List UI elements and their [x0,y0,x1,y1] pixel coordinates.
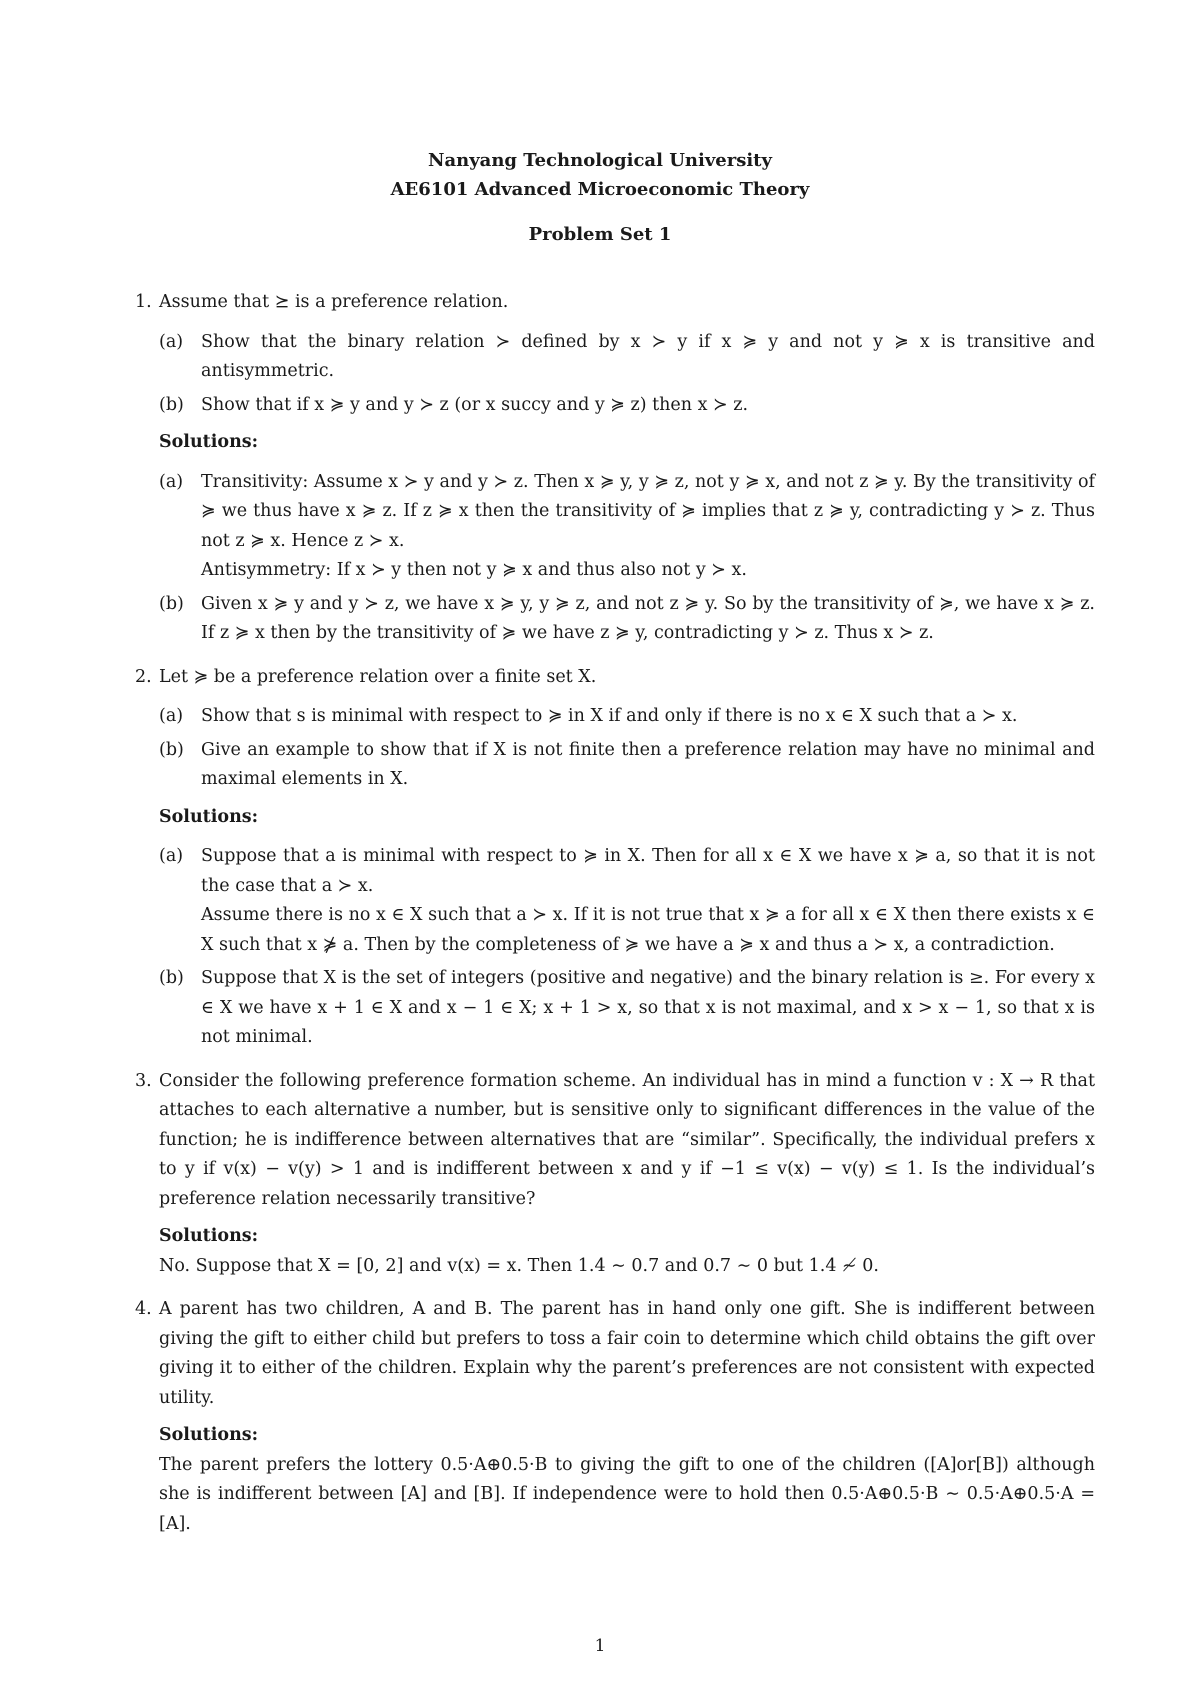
solutions-heading: Solutions: [159,1425,259,1445]
part-label: (a) [159,331,184,352]
solution-text: No. Suppose that X = [0, 2] and v(x) = x. Then 1.4 ∼ 0.7 and 0.7 ∼ 0 but 1.4 ≁ 0. [159,1255,879,1276]
problem-intro: Let ≽ be a preference relation over a finite set X. [159,666,597,687]
part-label: (a) [159,471,184,492]
solution-text: Transitivity: Assume x ≻ y and y ≻ z. Then x ≽ y, y ≽ z, not y ≽ x, and not z ≽ y. By the transitivity of ≽ we thus have x ≽ z. If z ≽ x then the transitivity of ≽ implies that z ≽ y, contradicting y ≻ z. Thus not z ≽ x. Hence z ≻ x. [201,471,1095,551]
solution-part [159,842,1095,960]
solution-text: Suppose that a is minimal with respect to ≽ in X. Then for all x ∈ X we have x ≽ a, so that it is not the case that a ≻ x. [201,846,1095,896]
solution-text: Given x ≽ y and y ≻ z, we have x ≽ y, y ≽ z, and not z ≽ y. So by the transitivity of ≽, we have x ≽ z. If z ≽ x then by the transitivity of ≽ we have z ≽ y, contradicting y ≻ z. Thus x ≻ z. [201,593,1095,643]
part-label: (b) [159,739,184,760]
problem-4 [125,1295,1095,1539]
problem-part [159,736,1095,795]
part-text: Show that if x ≽ y and y ≻ z (or x succy and y ≽ z) then x ≻ z. [201,394,749,415]
problem-part [159,702,1095,732]
part-label: (b) [159,394,184,415]
problem-number: 2. [135,666,152,687]
problem-set-title: Problem Set 1 [528,224,672,245]
part-text: Show that s is minimal with respect to ≽ in X if and only if there is no x ∈ X such that a ≻ x. [201,706,1018,726]
course-title: AE6101 Advanced Microeconomic Theory [390,179,810,200]
problem-parts [159,702,1095,795]
problem-intro: Assume that ⪰ is a preference relation. [159,292,509,312]
problem-part [159,328,1095,387]
part-text: Give an example to show that if X is not finite then a preference relation may have no minimal and maximal elements in X. [201,739,1095,789]
problem-part [159,391,1095,421]
solution-part [159,468,1095,586]
part-label: (b) [159,968,184,988]
solutions-heading: Solutions: [159,432,259,452]
problem-2 [125,663,1095,1053]
problem-number: 4. [135,1299,152,1319]
solution-parts [159,842,1095,1053]
problem-text: A parent has two children, A and B. The parent has in hand only one gift. She is indifferent between giving the gift to either child but prefers to toss a fair coin to determine which child obtains the gift over giving it to either of the children. Explain why the parent’s preferences are not consistent with expected utility. [159,1299,1095,1408]
solution-parts [159,468,1095,649]
title-block [0,146,1200,245]
problem-text: Consider the following preference formation scheme. An individual has in mind a function v : X → R that attaches to each alternative a number, but is sensitive only to significant differences in the value of the function; he is indifference between alternatives that are “similar”. Specifically, the individual prefers x to y if v(x) − v(y) > 1 and is indifferent between x and y if −1 ≤ v(x) − v(y) ≤ 1. Is the individual’s preference relation necessarily transitive? [159,1070,1095,1209]
university-title: Nanyang Technological University [428,150,772,171]
part-label: (b) [159,593,184,614]
part-label: (a) [159,846,184,866]
solution-text: Suppose that X is the set of integers (positive and negative) and the binary relation is ≥. For every x ∈ X we have x + 1 ∈ X and x − 1 ∈ X; x + 1 > x, so that x is not maximal, and x > x − 1, so that x is not minimal. [201,968,1095,1047]
document-body [125,288,1095,1553]
problem-3 [125,1067,1095,1282]
solution-extra: Assume there is no x ∈ X such that a ≻ x. If it is not true that x ≽ a for all x ∈ X then there exists x ∈ X such that x ⋡ a. Then by the completeness of ≽ we have a ≽ x and thus a ≻ x, a contradiction. [201,905,1095,955]
solutions-heading: Solutions: [159,1226,259,1246]
solution-text: The parent prefers the lottery 0.5·A⊕0.5·B to giving the gift to one of the children ([A]or[B]) although she is indifferent between [A] and [B]. If independence were to hold then 0.5·A⊕0.5·B ∼ 0.5·A⊕0.5·A = [A]. [159,1454,1095,1534]
problem-number: 1. [135,292,152,312]
solution-part [159,590,1095,649]
problem-parts [159,328,1095,421]
page-number: 1 [594,1636,606,1656]
solutions-heading: Solutions: [159,806,259,827]
part-text: Show that the binary relation ≻ defined by x ≻ y if x ≽ y and not y ≽ x is transitive and antisymmetric. [201,331,1095,381]
problem-1 [125,288,1095,649]
problem-number: 3. [135,1070,152,1091]
solution-extra: Antisymmetry: If x ≻ y then not y ≽ x and thus also not y ≻ x. [201,560,747,580]
solution-part [159,964,1095,1053]
part-label: (a) [159,706,184,726]
